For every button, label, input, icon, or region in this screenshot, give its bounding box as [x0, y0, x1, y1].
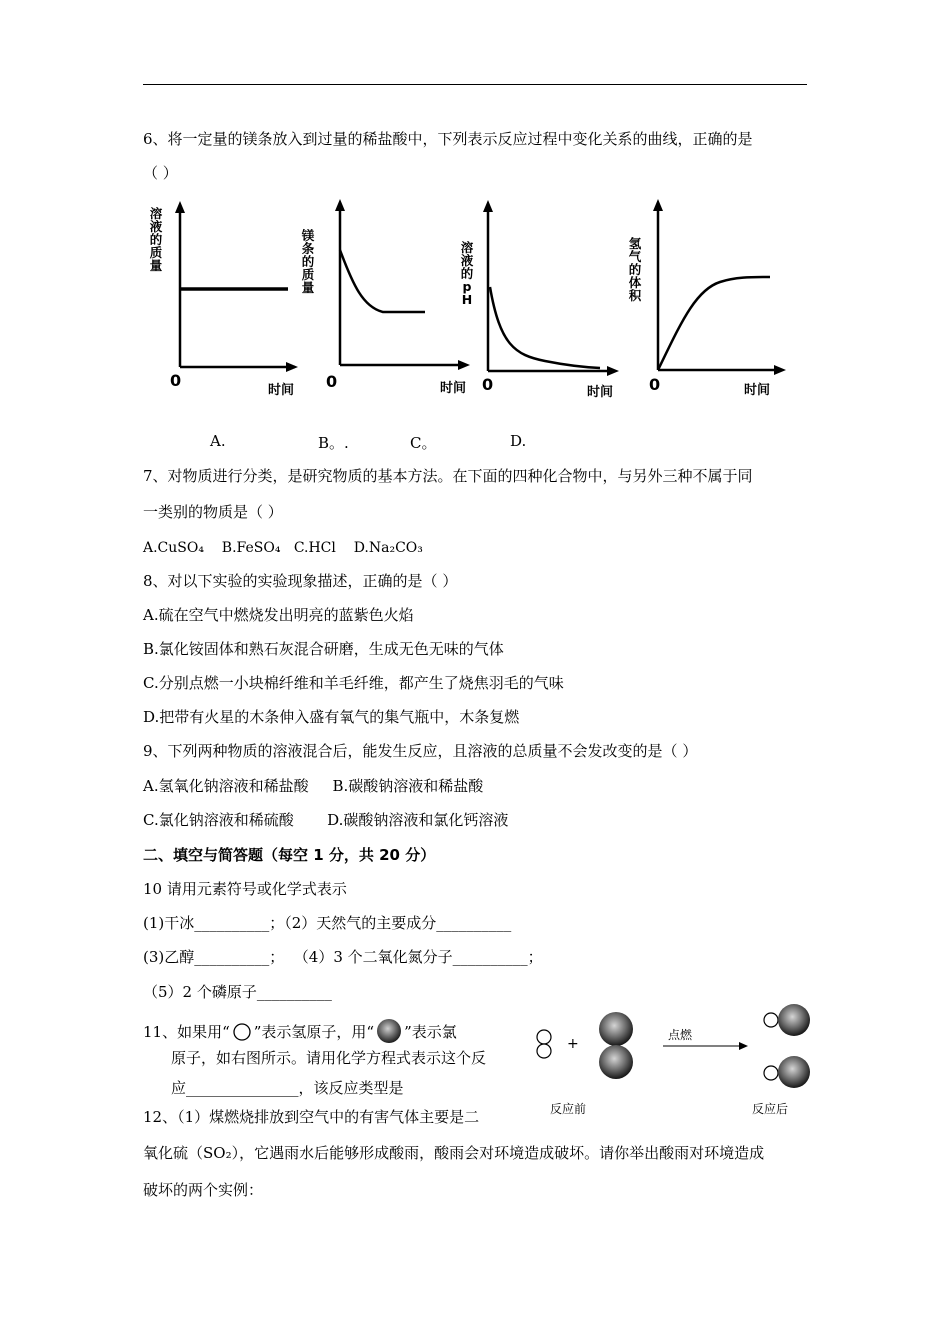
- graph-d-curve: [658, 277, 770, 370]
- graph-c-axes: [455, 195, 625, 400]
- q11-line1: [143, 1018, 457, 1044]
- q9-options-row2: C.氯化钠溶液和稀硫酸 D.碳酸钠溶液和氯化钙溶液: [143, 811, 509, 829]
- q8-stem: 8、对以下实验的实验现象描述，正确的是（ ）: [143, 572, 458, 590]
- q7-option-c: C.HCl: [293, 540, 336, 556]
- graph-a-xlabel: 时间: [268, 383, 295, 398]
- q12-line2: 氧化硫（SO₂），它遇雨水后能够形成酸雨，酸雨会对环境造成破坏。请你举出酸雨对环境造成: [143, 1144, 765, 1162]
- graph-b-curve: [340, 250, 425, 312]
- q9-options-row1: A.氢氧化钠溶液和稀盐酸 B.碳酸钠溶液和稀盐酸: [143, 777, 484, 795]
- graph-b-zero: 0: [326, 372, 338, 391]
- q7-option-b: B.FeSO₄: [221, 540, 281, 556]
- q9-stem: 9、下列两种物质的溶液混合后，能发生反应，且溶液的总质量不会发改变的是（ ）: [143, 742, 698, 760]
- q10-row3: （5）2 个磷原子__________: [143, 983, 332, 1001]
- reaction-diagram: [530, 1000, 820, 1125]
- section-2-heading: 二、填空与简答题（每空 1 分，共 20 分）: [143, 846, 436, 864]
- q12-line3: 破坏的两个实例：: [143, 1181, 264, 1199]
- q8-option-b: B.氯化铵固体和熟石灰混合研磨，生成无色无味的气体: [143, 640, 504, 658]
- after-reaction-label: 反应后: [752, 1102, 789, 1116]
- q8-option-a: A.硫在空气中燃烧发出明亮的蓝紫色火焰: [143, 606, 414, 624]
- graph-d-axes: [620, 195, 790, 400]
- chlorine-molecule: [599, 1012, 633, 1079]
- q7-option-d: D.Na₂CO₃: [353, 540, 423, 556]
- q11-line1-a: 11、如果用“: [143, 1023, 230, 1041]
- q7-options: [143, 538, 423, 558]
- graph-b-axes: [298, 195, 473, 400]
- q12-line1: 12、（1）煤燃烧排放到空气中的有害气体主要是二: [143, 1108, 480, 1126]
- graph-a-ylabel: 溶液的质量: [149, 206, 163, 273]
- reaction-condition-label: 点燃: [668, 1028, 693, 1042]
- q6-option-b: B。.: [318, 434, 349, 452]
- graph-d-xlabel: 时间: [744, 383, 771, 398]
- q6-option-d: D.: [510, 432, 527, 450]
- q10-stem: 10 请用元素符号或化学式表示: [143, 880, 347, 898]
- chlorine-atom-icon: [374, 1018, 404, 1044]
- q11-line1-b: ”表示氢原子，用“: [253, 1023, 375, 1041]
- graph-c-curve: [490, 287, 600, 368]
- q10-row1: (1)干冰__________；（2）天然气的主要成分__________: [143, 914, 512, 932]
- graph-a-zero: 0: [170, 371, 182, 390]
- q11-line3: 应_______________，该反应类型是: [171, 1079, 404, 1097]
- graph-a-axes: [140, 195, 300, 400]
- q7-option-a: A.CuSO₄: [143, 540, 204, 556]
- graph-c-ylabel: 溶液的pH: [460, 240, 474, 307]
- q6-option-a: A.: [210, 432, 226, 450]
- q11-line2: 原子，如右图所示。请用化学方程式表示这个反: [171, 1049, 487, 1067]
- hcl-molecule-2: [764, 1056, 810, 1088]
- graph-c-zero: 0: [482, 375, 494, 394]
- q7-stem-line1: 7、对物质进行分类，是研究物质的基本方法。在下面的四种化合物中，与另外三种不属于同: [143, 467, 753, 485]
- graph-b-xlabel: 时间: [440, 381, 467, 396]
- q8-option-d: D.把带有火星的木条伸入盛有氧气的集气瓶中，木条复燃: [143, 708, 520, 726]
- q6-answer-paren: （ ）: [143, 164, 178, 182]
- graph-d-zero: 0: [649, 375, 661, 394]
- graph-a: [140, 195, 300, 400]
- hydrogen-molecule: [537, 1030, 551, 1058]
- q6-stem: 6、将一定量的镁条放入到过量的稀盐酸中，下列表示反应过程中变化关系的曲线，正确的是: [143, 130, 753, 148]
- graph-c: [455, 195, 625, 400]
- q10-row2: (3)乙醇__________； （4）3 个二氧化氮分子__________；: [143, 948, 543, 966]
- q8-option-c: C.分别点燃一小块棉纤维和羊毛纤维，都产生了烧焦羽毛的气味: [143, 674, 564, 692]
- graph-c-xlabel: 时间: [587, 385, 614, 400]
- graph-d: [620, 195, 790, 400]
- plus-sign: +: [567, 1036, 579, 1052]
- reaction-arrow-icon: [739, 1042, 748, 1050]
- q7-stem-line2: 一类别的物质是（ ）: [143, 503, 283, 521]
- q6-option-c: C。: [410, 434, 437, 452]
- graph-d-ylabel: 氢气的体积: [628, 236, 642, 303]
- hcl-molecule-1: [764, 1004, 810, 1036]
- hydrogen-atom-icon: [230, 1021, 254, 1041]
- q11-line1-c: ”表示氯: [404, 1023, 457, 1041]
- graph-b-ylabel: 镁条的质量: [301, 228, 315, 295]
- graph-b: [298, 195, 473, 400]
- header-rule: [143, 84, 807, 85]
- before-reaction-label: 反应前: [550, 1102, 587, 1116]
